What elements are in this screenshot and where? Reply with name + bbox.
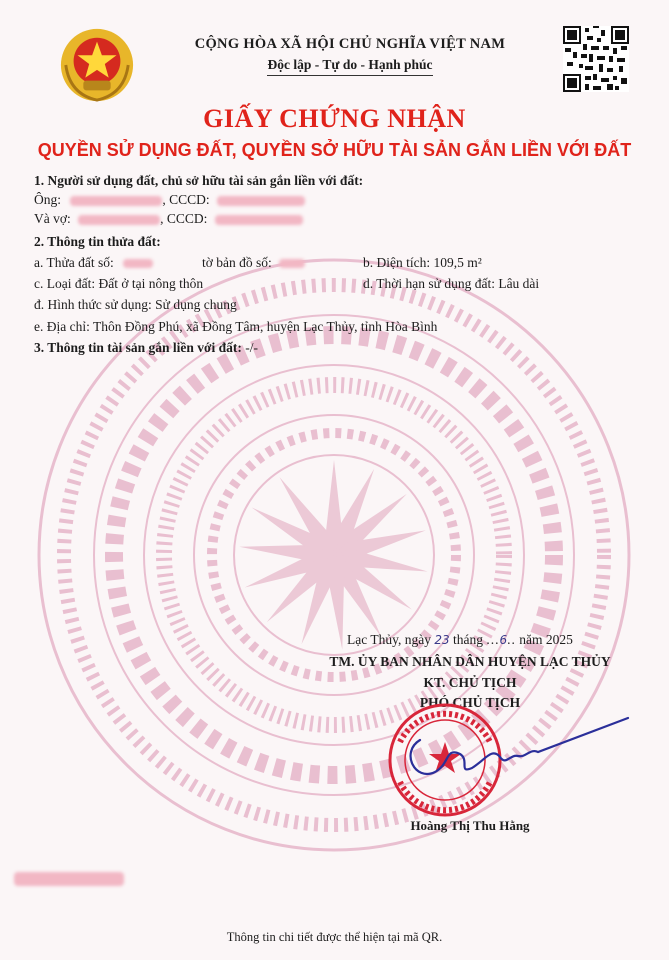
spouse-name-redacted — [78, 215, 160, 225]
signer-name: Hoàng Thị Thu Hằng — [410, 818, 530, 833]
map-sheet-number — [202, 255, 305, 271]
certificate-subtitle: QUYỀN SỬ DỤNG ĐẤT, QUYỀN SỞ HỮU TÀI SẢN GẮN LIỀN VỚI ĐẤT — [37, 140, 632, 160]
issuing-authority: TM. ỦY BAN NHÂN DÂN HUYỆN LẠC THỦY — [329, 654, 611, 669]
parcel-number — [34, 255, 153, 271]
land-area: b. Diện tích: 109,5 m² — [363, 255, 482, 270]
section3 — [34, 340, 258, 356]
map-sheet-label: tờ bản đồ số: — [202, 255, 272, 270]
qr-note: Thông tin chi tiết được thể hiện tại mã QR. — [226, 930, 443, 944]
section3-heading: 3. Thông tin tài sản gắn liền với đất: — [34, 340, 242, 355]
issue-date-line: Lạc Thủy, ngày 23 tháng ...6.. năm 2025 — [347, 632, 573, 647]
issue-year: năm 2025 — [519, 632, 573, 647]
owner-name-redacted — [70, 196, 162, 206]
parcel-number-label: a. Thửa đất số: — [34, 255, 114, 270]
qr-code-icon[interactable] — [563, 26, 629, 92]
usage-form: đ. Hình thức sử dụng: Sử dụng chung — [34, 297, 237, 312]
national-header — [150, 36, 550, 76]
national-emblem-icon — [58, 26, 136, 104]
owner-cccd-redacted — [217, 196, 305, 206]
issue-month-label: tháng — [453, 632, 484, 647]
national-motto: Độc lập - Tự do - Hạnh phúc — [267, 57, 432, 76]
map-sheet-redacted — [279, 259, 305, 268]
official-seal-and-signature — [360, 702, 640, 822]
owner-line — [34, 192, 305, 208]
signer-role-1: KT. CHỦ TỊCH — [423, 675, 517, 690]
section3-value: -/- — [241, 340, 259, 355]
signer-role-2: PHÓ CHỦ TỊCH — [419, 695, 521, 710]
certificate-title: GIẤY CHỨNG NHẬN — [203, 104, 466, 133]
land-use-term: d. Thời hạn sử dụng đất: Lâu dài — [363, 276, 540, 291]
spouse-label: Và vợ: — [34, 211, 71, 226]
handwritten-signature — [411, 718, 628, 774]
land-type: c. Loại đất: Đất ở tại nông thôn — [34, 276, 204, 291]
issue-place: Lạc Thủy, ngày — [347, 632, 431, 647]
owner-label: Ông: — [34, 192, 61, 207]
section2-heading: 2. Thông tin thửa đất: — [34, 234, 161, 249]
section1-heading: 1. Người sử dụng đất, chủ sở hữu tài sản gắn liền với đất: — [34, 173, 364, 188]
issue-month: 6 — [499, 633, 508, 647]
spouse-cccd-redacted — [215, 215, 303, 225]
spouse-line — [34, 211, 303, 227]
parcel-number-redacted — [123, 259, 153, 268]
land-address: e. Địa chỉ: Thôn Đồng Phú, xã Đồng Tâm, huyện Lạc Thủy, tỉnh Hòa Bình — [34, 319, 438, 334]
owner-cccd-label: , CCCD: — [162, 192, 210, 207]
issue-day: 23 — [434, 633, 450, 647]
nation-name: CỘNG HÒA XÃ HỘI CHỦ NGHĨA VIỆT NAM — [194, 36, 506, 52]
redacted-serial — [14, 872, 124, 886]
spouse-cccd-label: , CCCD: — [160, 211, 208, 226]
